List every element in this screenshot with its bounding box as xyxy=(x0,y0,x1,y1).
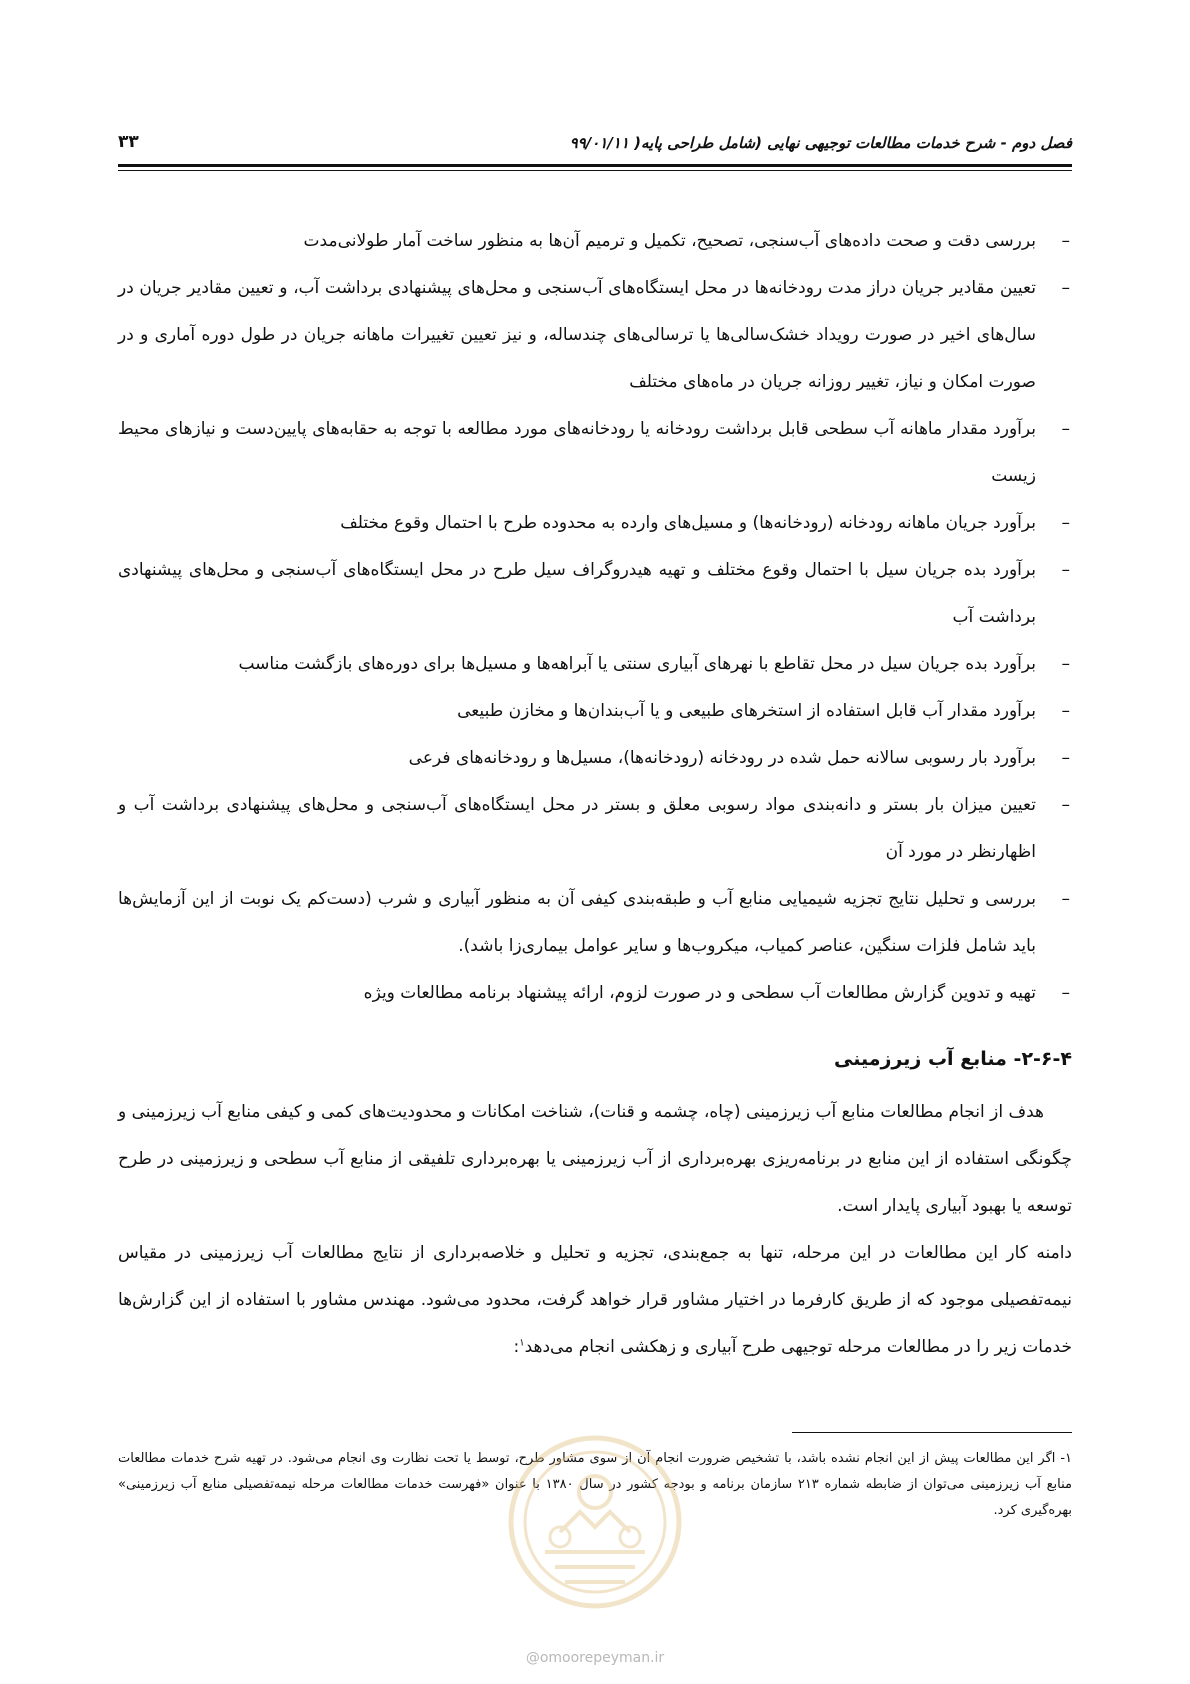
footnote-reference[interactable]: ۱ xyxy=(519,1337,525,1349)
list-item-text: بررسی و تحلیل نتایج تجزیه شیمیایی منابع آب و طبقه‌بندی کیفی آن به منظور آبیاری و شرب (دست‌کم یک نوبت از این آزمایش‌ها باید شامل فلزات سنگین، عناصر کمیاب، میکروب‌ها و سایر عوامل بیماری‌زا باشد). xyxy=(118,889,1036,956)
list-item xyxy=(118,735,1072,782)
bullet-dash: – xyxy=(1061,419,1070,439)
bullet-dash: – xyxy=(1061,748,1070,768)
list-item-text: برآورد مقدار ماهانه آب سطحی قابل برداشت رودخانه یا رودخانه‌های مورد مطالعه با توجه به حقابه‌های پایین‌دست و نیازهای محیط زیست xyxy=(118,419,1036,486)
list-item xyxy=(118,688,1072,735)
bullet-dash: – xyxy=(1061,278,1070,298)
list-item-text: برآورد بده جریان سیل در محل تقاطع با نهرهای آبیاری سنتی یا آبراهه‌ها و مسیل‌ها برای دوره‌های بازگشت مناسب xyxy=(238,654,1036,674)
section-heading: ۲-۶-۴- منابع آب زیرزمینی xyxy=(834,1048,1072,1070)
list-item-text: برآورد مقدار آب قابل استفاده از استخرهای طبیعی و یا آب‌بندان‌ها و مخازن طبیعی xyxy=(457,701,1036,721)
bullet-dash: – xyxy=(1061,560,1070,580)
bullet-dash: – xyxy=(1061,513,1070,533)
list-item-text: برآورد بده جریان سیل با احتمال وقوع مختلف و تهیه هیدروگراف سیل طرح در محل ایستگاه‌های آب‌سنجی و محل‌های پیشنهادی برداشت آب xyxy=(118,560,1036,627)
list-item-text: تعیین مقادیر جریان دراز مدت رودخانه‌ها در محل ایستگاه‌های آب‌سنجی و محل‌های پیشنهادی برداشت آب، و تعیین مقادیر جریان در سال‌های اخیر در صورت رویداد خشک‌سالی‌ها یا ترسالی‌های چندساله، و نیز تعیین تغییرات ماهانه جریان در طول دوره آماری و در صورت امکان و نیاز، تغییر روزانه جریان در ماه‌های مختلف xyxy=(118,278,1036,392)
footnote: ۱- اگر این مطالعات پیش از این انجام نشده باشد، با تشخیص ضرورت انجام آن از سوی مشاور طرح، توسط یا تحت نظارت وی انجام می‌شود. در تهیه شرح خدمات مطالعات منابع آب زیرزمینی می‌توان از ضابطه شماره ۲۱۳ سازمان برنامه و بودجه کشور در سال ۱۳۸۰ با عنوان «فهرست خدمات مطالعات مرحله نیمه‌تفصیلی منابع آب زیرزمینی» بهره‌گیری کرد. xyxy=(118,1451,1072,1518)
bullet-dash: – xyxy=(1061,889,1070,909)
list-item xyxy=(118,500,1072,547)
surface-water-tasks-list xyxy=(118,218,1072,1017)
header-rule-thin xyxy=(118,170,1072,171)
list-item xyxy=(118,406,1072,500)
bullet-dash: – xyxy=(1061,701,1070,721)
page-header xyxy=(118,128,1072,170)
list-item xyxy=(118,218,1072,265)
list-item-text: برآورد جریان ماهانه رودخانه (رودخانه‌ها) و مسیل‌های وارده به محدوده طرح با احتمال وقوع مختلف xyxy=(340,513,1036,533)
page-number: ۳۳ xyxy=(118,132,139,152)
chapter-title: فصل دوم - شرح خدمات مطالعات توجیهی نهایی (شامل طراحی پایه( ۹۹/۰۱/۱۱ xyxy=(569,134,1072,152)
list-item-text: تهیه و تدوین گزارش مطالعات آب سطحی و در صورت لزوم، ارائه پیشنهاد برنامه مطالعات ویژه xyxy=(363,983,1036,1003)
paragraph-text: دامنه کار این مطالعات در این مرحله، تنها به جمع‌بندی، تجزیه و تحلیل و خلاصه‌برداری از نتایج مطالعات آب زیرزمینی در مقیاس نیمه‌تفصیلی موجود که از طریق کارفرما در اختیار مشاور قرار خواهد گرفت، محدود می‌شود. مهندس مشاور با استفاده از این گزارش‌ها خدمات زیر را در مطالعات مرحله توجیهی طرح آبیاری و زهکشی انجام می‌دهد xyxy=(118,1243,1072,1357)
list-item xyxy=(118,265,1072,406)
list-item-text: بررسی دقت و صحت داده‌های آب‌سنجی، تصحیح، تکمیل و ترمیم آن‌ها به منظور ساخت آمار طولانی‌مدت xyxy=(303,231,1036,251)
watermark-site: @omoorepeyman.ir xyxy=(525,1650,665,1666)
list-item-text: برآورد بار رسوبی سالانه حمل شده در رودخانه (رودخانه‌ها)، مسیل‌ها و رودخانه‌های فرعی xyxy=(408,748,1036,768)
bullet-dash: – xyxy=(1061,983,1070,1003)
list-item xyxy=(118,970,1072,1017)
header-rule-thick xyxy=(118,164,1072,167)
section-paragraph: هدف از انجام مطالعات منابع آب زیرزمینی (چاه، چشمه و قنات)، شناخت امکانات و محدودیت‌های کمی و کیفی منابع آب زیرزمینی و چگونگی استفاده از این منابع در برنامه‌ریزی بهره‌برداری از آب زیرزمینی یا بهره‌برداری تلفیقی از منابع آب سطحی و زیرزمینی در طرح توسعه یا بهبود آبیاری پایدار است. xyxy=(118,1102,1072,1216)
list-item xyxy=(118,547,1072,641)
section-paragraph: دامنه کار این مطالعات در این مرحله، تنها به جمع‌بندی، تجزیه و تحلیل و خلاصه‌برداری از نتایج مطالعات آب زیرزمینی در مقیاس نیمه‌تفصیلی موجود که از طریق کارفرما در اختیار مشاور قرار خواهد گرفت، محدود می‌شود. مهندس مشاور با استفاده از این گزارش‌ها خدمات زیر را در مطالعات مرحله توجیهی طرح آبیاری و زهکشی انجام می‌دهد$^۱$: xyxy=(118,1243,1072,1357)
list-item-text: تعیین میزان بار بستر و دانه‌بندی مواد رسوبی معلق و بستر در محل ایستگاه‌های آب‌سنجی و محل‌های پیشنهادی برداشت آب و اظهارنظر در مورد آن xyxy=(118,795,1036,862)
bullet-dash: – xyxy=(1061,231,1070,251)
footnote-divider xyxy=(792,1432,1072,1433)
list-item xyxy=(118,641,1072,688)
seal-logo-icon xyxy=(505,1432,685,1612)
bullet-dash: – xyxy=(1061,795,1070,815)
list-item xyxy=(118,876,1072,970)
bullet-dash: – xyxy=(1061,654,1070,674)
page-body xyxy=(118,218,1072,1371)
list-item xyxy=(118,782,1072,876)
